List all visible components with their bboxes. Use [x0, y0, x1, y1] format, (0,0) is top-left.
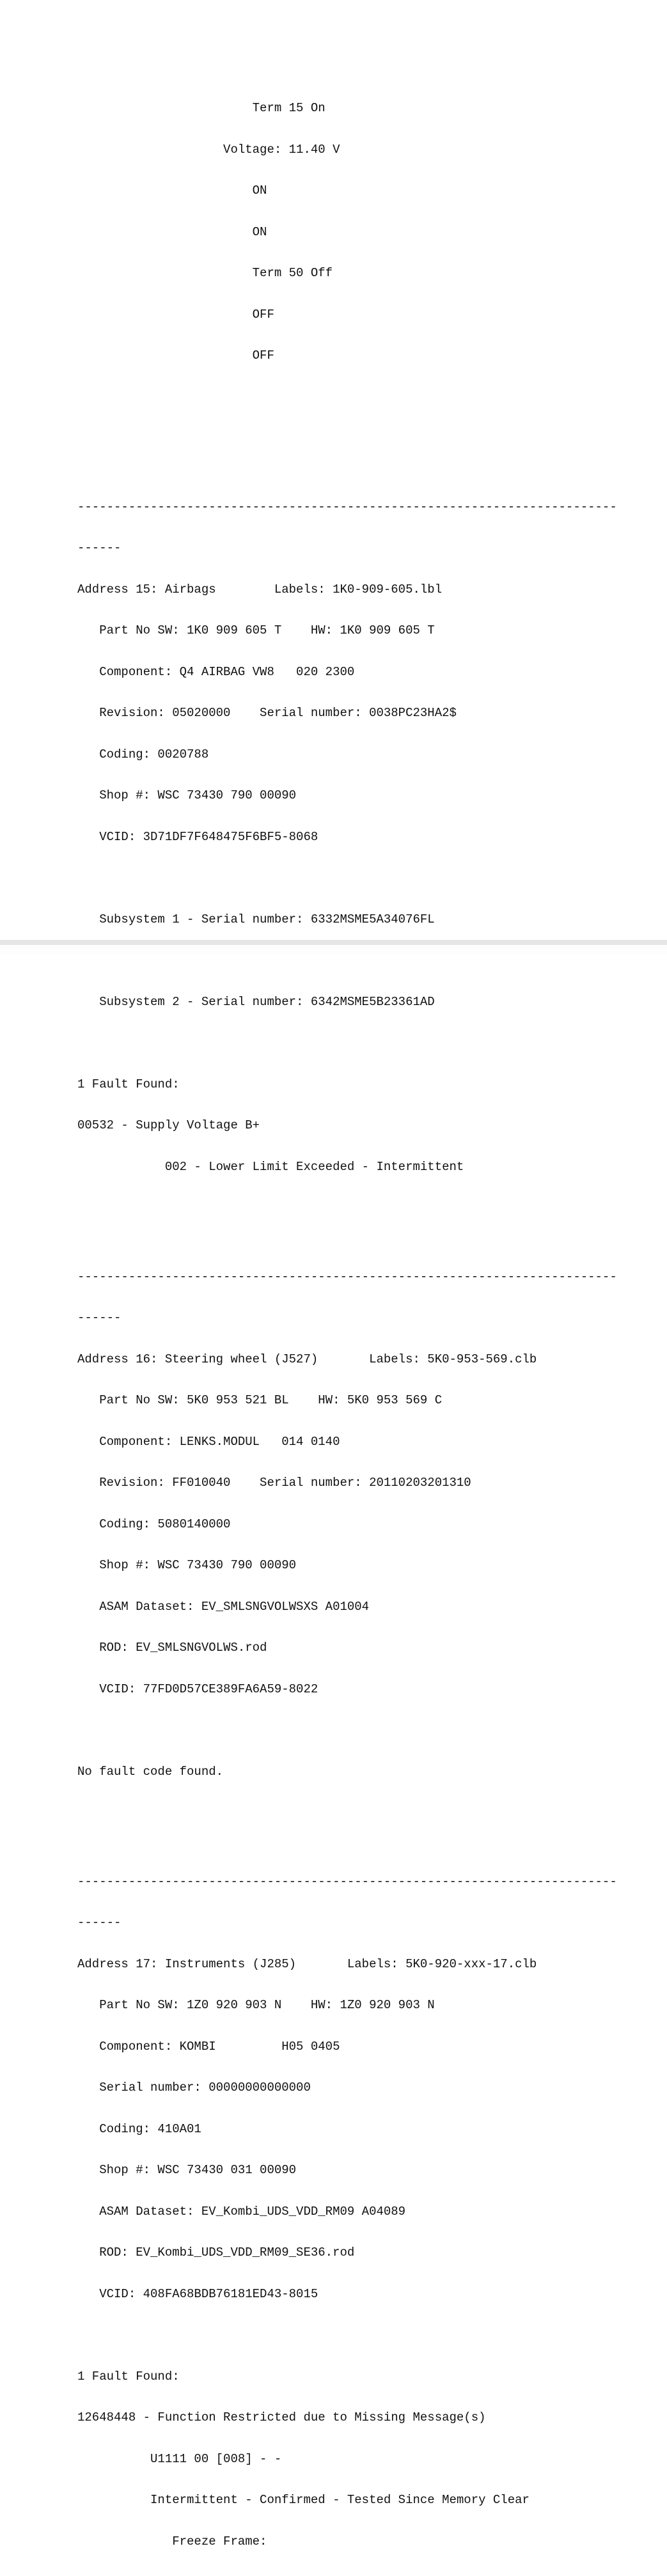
blank-line [77, 871, 617, 886]
separator-line-short: ------ [77, 541, 122, 555]
blank-line [77, 2329, 617, 2343]
fault-dtc: U1111 00 [008] - - [77, 2451, 282, 2466]
module-asam-dataset: ASAM Dataset: EV_Kombi_UDS_VDD_RM09 A04089 [77, 2204, 406, 2219]
module-rod: ROD: EV_SMLSNGVOLWS.rod [77, 1641, 267, 1655]
separator-line: -------------------------------------------------------------------------- [77, 499, 617, 514]
separator-line: -------------------------------------------------------------------------- [77, 1269, 617, 1284]
subsystem-serial: Subsystem 1 - Serial number: 6332MSME5A34076FL [77, 912, 435, 926]
module-serial: Serial number: 00000000000000 [77, 2080, 311, 2095]
status-term15: Term 15 On [77, 101, 326, 115]
module-rod: ROD: EV_Kombi_UDS_VDD_RM09_SE36.rod [77, 2245, 355, 2260]
blank-line [77, 954, 617, 968]
module-component: Component: KOMBI H05 0405 [77, 2039, 340, 2054]
module-shop: Shop #: WSC 73430 031 00090 [77, 2163, 297, 2177]
fault-code: 12648448 - Function Restricted due to Missing Message(s) [77, 2410, 486, 2424]
status-line: OFF [77, 307, 274, 322]
separator-line: -------------------------------------------------------------------------- [77, 1874, 617, 1889]
fault-detail: 002 - Lower Limit Exceeded - Intermittent [77, 1159, 464, 1174]
module-coding: Coding: 0020788 [77, 747, 209, 761]
diagnostic-report [77, 47, 617, 2576]
page-divider [0, 940, 667, 945]
module-part-no: Part No SW: 5K0 953 521 BL HW: 5K0 953 569 C [77, 1393, 443, 1407]
module-coding: Coding: 410A01 [77, 2121, 201, 2136]
module-header-steering-wheel: Address 16: Steering wheel (J527) Labels: 5K0-953-569.clb [77, 1352, 537, 1366]
module-header-airbags: Address 15: Airbags Labels: 1K0-909-605.lbl [77, 582, 443, 597]
blank-line [77, 432, 617, 446]
separator-line-short: ------ [77, 1311, 122, 1325]
next-page-edge [0, 945, 667, 955]
status-line: ON [77, 224, 267, 239]
separator-line-short: ------ [77, 1916, 122, 1930]
fault-code: 00532 - Supply Voltage B+ [77, 1118, 260, 1132]
faults-summary: 1 Fault Found: [77, 2369, 180, 2384]
status-line: OFF [77, 348, 274, 363]
status-term50: Term 50 Off [77, 266, 333, 280]
blank-line [77, 1806, 617, 1820]
module-component: Component: LENKS.MODUL 014 0140 [77, 1434, 340, 1449]
subsystem-serial: Subsystem 2 - Serial number: 6342MSME5B23361AD [77, 994, 435, 1009]
module-component: Component: Q4 AIRBAG VW8 020 2300 [77, 664, 355, 679]
module-coding: Coding: 5080140000 [77, 1517, 231, 1531]
module-part-no: Part No SW: 1K0 909 605 T HW: 1K0 909 605 T [77, 623, 435, 637]
blank-line [77, 1201, 617, 1215]
module-shop: Shop #: WSC 73430 790 00090 [77, 1558, 297, 1572]
module-revision: Revision: 05020000 Serial number: 0038PC23HA2$ [77, 706, 457, 720]
freeze-frame-label: Freeze Frame: [77, 2534, 267, 2549]
status-voltage: Voltage: 11.40 V [77, 142, 340, 157]
status-line: ON [77, 183, 267, 198]
module-vcid: VCID: 3D71DF7F648475F6BF5-8068 [77, 829, 318, 844]
faults-summary: No fault code found. [77, 1764, 224, 1779]
module-header-instruments: Address 17: Instruments (J285) Labels: 5K0-920-xxx-17.clb [77, 1956, 537, 1971]
blank-line [77, 1036, 617, 1050]
module-vcid: VCID: 77FD0D57CE389FA6A59-8022 [77, 1682, 318, 1696]
module-asam-dataset: ASAM Dataset: EV_SMLSNGVOLWSXS A01004 [77, 1599, 370, 1614]
module-shop: Shop #: WSC 73430 790 00090 [77, 788, 297, 802]
faults-summary: 1 Fault Found: [77, 1077, 180, 1091]
fault-status: Intermittent - Confirmed - Tested Since Memory Clear [77, 2493, 530, 2507]
blank-line [77, 1724, 617, 1738]
module-vcid: VCID: 408FA68BDB76181ED43-8015 [77, 2286, 318, 2301]
blank-line [77, 391, 617, 405]
module-revision: Revision: FF010040 Serial number: 20110203201310 [77, 1476, 471, 1490]
module-part-no: Part No SW: 1Z0 920 903 N HW: 1Z0 920 903 N [77, 1998, 435, 2012]
